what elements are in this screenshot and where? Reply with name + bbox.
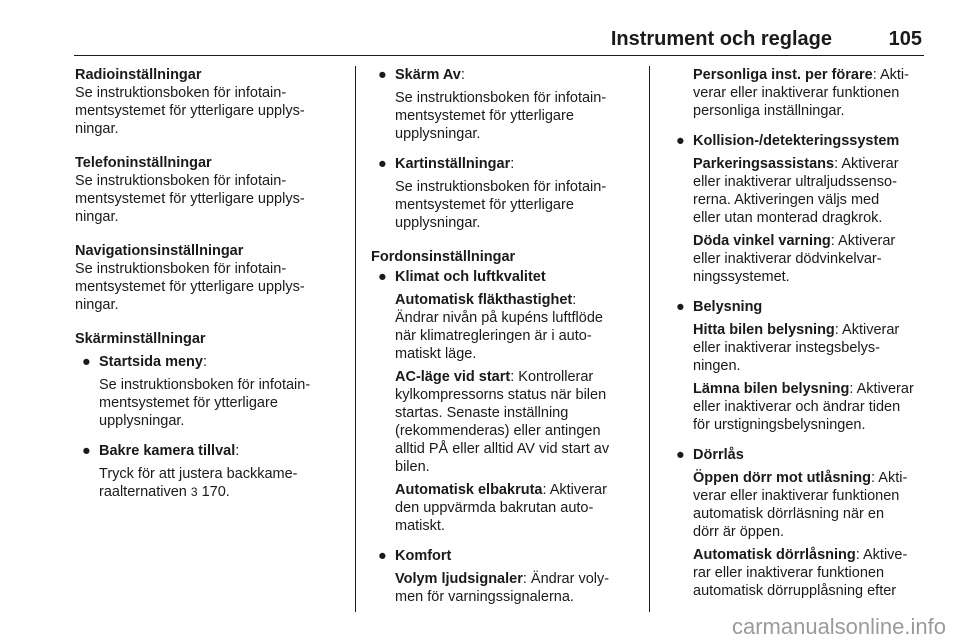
column-left — [75, 66, 347, 517]
setting-term: Automatisk elbakruta — [395, 482, 543, 498]
list-item-collision — [669, 132, 931, 286]
item-suffix: : — [235, 443, 240, 459]
section-heading: Skärminställningar — [75, 331, 206, 347]
watermark: carmanualsonline.info — [731, 614, 946, 639]
setting-text: : Ändrar voly- men för varningssignalerna. — [395, 571, 610, 605]
setting-text: : Aktive- rar eller inaktiverar funktionen automatisk dörrupplåsning efter — [693, 547, 908, 599]
list-item — [371, 155, 637, 232]
section-text: Se instruktionsboken för infotain- mentsystemet för ytterligare upplys- ningar. — [75, 261, 305, 313]
item-text: Se instruktionsboken för infotain- mentsystemet för ytterligare upplysningar. — [99, 377, 311, 429]
setting-text: : Aktiverar eller inaktiverar instegsbelys- ningen. — [693, 322, 900, 374]
setting-text: : Akti- verar eller inaktiverar funktionen personliga inställningar. — [693, 67, 909, 119]
setting-text: : Kontrollerar kylkompressorns status när bilen startas. Senaste inställning (rekommenderas) eller antingen alltid PÅ eller alltid AV vid start av bilen. — [395, 369, 610, 475]
item-suffix: : — [202, 354, 207, 370]
setting-term: Automatisk dörrlåsning — [693, 547, 856, 563]
item-text: Se instruktionsboken för infotain- mentsystemet för ytterligare upplysningar. — [395, 90, 607, 142]
column-divider-right — [649, 66, 650, 612]
bullet-icon: ● — [378, 156, 387, 172]
section-heading-vehicle-settings: Fordonsinställningar — [371, 249, 516, 265]
setting-text: : Aktiverar den uppvärmda bakrutan auto- matiskt. — [395, 482, 607, 534]
page-reference-icon: 3 — [190, 485, 198, 499]
item-label: Komfort — [395, 548, 452, 564]
section-text: Se instruktionsboken för infotain- mentsystemet för ytterligare upplys- ningar. — [75, 85, 305, 137]
list-item-lighting — [669, 298, 931, 434]
item-text: Tryck för att justera backkame- raalternativen — [99, 466, 298, 500]
setting-entry — [693, 321, 931, 375]
item-label: Belysning — [693, 299, 763, 315]
setting-entry — [693, 232, 931, 286]
setting-text: : Aktiverar eller inaktiverar och ändrar tiden för urstigningsbelysningen. — [693, 381, 914, 433]
setting-term: Parkeringsassistans — [693, 156, 835, 172]
bullet-icon: ● — [82, 443, 91, 459]
continued-entries — [669, 66, 931, 120]
section-heading: Radioinställningar — [75, 67, 202, 83]
setting-entry — [693, 380, 931, 434]
section-text: Se instruktionsboken för infotain- mentsystemet för ytterligare upplys- ningar. — [75, 173, 305, 225]
section-screen-settings — [75, 330, 347, 501]
setting-term: Volym ljudsignaler — [395, 571, 523, 587]
setting-text: : Ändrar nivån på kupéns luftflöde när klimatregleringen är i auto- matiskt läge. — [395, 292, 603, 362]
list-item — [371, 66, 637, 143]
item-label: Kollision-/detekteringssystem — [693, 133, 900, 149]
header-rule — [74, 55, 924, 56]
setting-term: Öppen dörr mot utlåsning — [693, 470, 872, 486]
item-label: Skärm Av — [395, 67, 461, 83]
section-phone-settings — [75, 154, 347, 226]
list-item-climate — [371, 268, 637, 535]
bullet-list — [75, 353, 347, 501]
bullet-list — [371, 268, 637, 606]
setting-term: Hitta bilen belysning — [693, 322, 835, 338]
column-middle — [371, 66, 637, 606]
setting-entry — [395, 481, 637, 535]
page-header — [0, 0, 960, 58]
column-divider-left — [355, 66, 356, 612]
bullet-icon: ● — [82, 354, 91, 370]
bullet-list — [371, 66, 637, 232]
setting-entry — [693, 546, 931, 600]
column-right — [669, 66, 931, 600]
item-label: Dörrlås — [693, 447, 744, 463]
section-radio-settings — [75, 66, 347, 138]
setting-entry — [395, 570, 637, 606]
setting-term: Automatisk fläkthastighet — [395, 292, 573, 308]
bullet-icon: ● — [378, 548, 387, 564]
bullet-icon: ● — [378, 269, 387, 285]
item-suffix: : — [460, 67, 465, 83]
list-item — [75, 442, 347, 501]
setting-entry — [395, 291, 637, 363]
setting-entry — [395, 368, 637, 476]
bullet-icon: ● — [676, 299, 685, 315]
bullet-icon: ● — [676, 133, 685, 149]
list-item-comfort — [371, 547, 637, 606]
page-number: 105 — [888, 28, 922, 50]
item-label: Klimat och luftkvalitet — [395, 269, 546, 285]
item-suffix: : — [510, 156, 515, 172]
setting-text: : Aktiverar eller inaktiverar dödvinkelvar- ningssystemet. — [693, 233, 896, 285]
setting-entry — [693, 155, 931, 227]
item-label: Kartinställningar — [395, 156, 511, 172]
section-navigation-settings — [75, 242, 347, 314]
list-item — [75, 353, 347, 430]
page-reference: 170. — [201, 484, 230, 500]
page-title: Instrument och reglage — [610, 28, 832, 50]
setting-entry — [693, 469, 931, 541]
bullet-icon: ● — [676, 447, 685, 463]
list-item-locks — [669, 446, 931, 600]
section-heading: Telefoninställningar — [75, 155, 212, 171]
bullet-icon: ● — [378, 67, 387, 83]
setting-entry — [693, 66, 931, 120]
setting-term: AC-läge vid start — [395, 369, 511, 385]
section-heading: Navigationsinställningar — [75, 243, 244, 259]
bullet-list — [669, 132, 931, 600]
setting-text: : Akti- verar eller inaktiverar funktionen automatisk dörrläsning när en dörr är öppen. — [693, 470, 908, 540]
setting-term: Personliga inst. per förare — [693, 67, 873, 83]
setting-term: Lämna bilen belysning — [693, 381, 850, 397]
item-label: Startsida meny — [99, 354, 203, 370]
setting-text: : Aktiverar eller inaktiverar ultraljudssenso- rerna. Aktiveringen väljs med eller utan monterad dragkrok. — [693, 156, 899, 226]
item-text: Se instruktionsboken för infotain- mentsystemet för ytterligare upplysningar. — [395, 179, 607, 231]
item-label: Bakre kamera tillval — [99, 443, 236, 459]
setting-term: Döda vinkel varning — [693, 233, 831, 249]
